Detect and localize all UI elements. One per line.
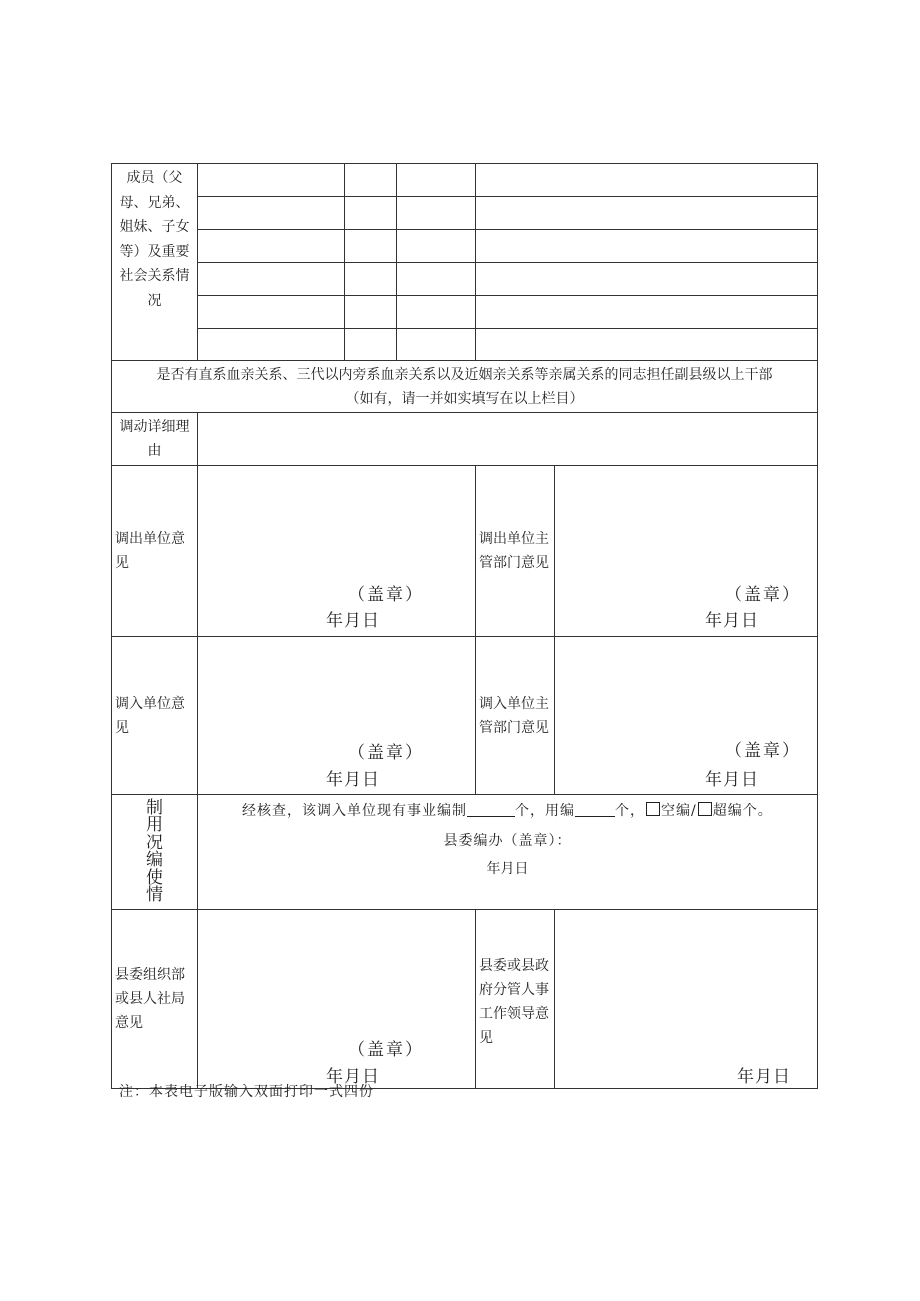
family-cell[interactable] — [198, 296, 345, 329]
reason-label: 调动详细理由 — [112, 413, 198, 466]
family-cell[interactable] — [345, 197, 397, 230]
org-label: 县委组织部或县人社局意见 — [112, 910, 198, 1089]
bianzhi-char: 情 — [146, 885, 163, 905]
relatives-statement — [112, 361, 818, 413]
out-dept-opinion[interactable] — [555, 466, 818, 637]
out-dept-date: 年月日 — [705, 611, 759, 631]
family-cell[interactable] — [345, 263, 397, 296]
in-dept-date: 年月日 — [705, 770, 759, 790]
org-opinion[interactable] — [198, 910, 476, 1089]
family-cell[interactable] — [345, 329, 397, 361]
bianzhi-text: 个， — [615, 803, 645, 819]
bianzhi-text: 个，用编 — [515, 803, 575, 819]
out-dept-label: 调出单位主管部门意见 — [476, 466, 555, 637]
family-cell[interactable] — [476, 263, 818, 296]
bianzhi-text: 个。 — [742, 803, 773, 819]
family-cell[interactable] — [397, 197, 476, 230]
bianzhi-statement — [206, 797, 809, 825]
family-cell[interactable] — [476, 197, 818, 230]
family-cell[interactable] — [476, 230, 818, 263]
family-cell[interactable] — [345, 230, 397, 263]
org-date: 年月日 — [326, 1067, 380, 1087]
current-count-blank[interactable] — [467, 802, 515, 817]
family-cell[interactable] — [476, 329, 818, 361]
family-cell[interactable] — [397, 164, 476, 197]
bianzhi-char: 使 — [146, 867, 163, 888]
leader-label: 县委或县政府分管人事工作领导意见 — [476, 910, 555, 1089]
chao-checkbox[interactable] — [698, 802, 712, 816]
org-stamp: （盖章） — [348, 1040, 424, 1060]
family-label: 成员（父母、兄弟、姐妹、子女等）及重要社会关系情况 — [112, 164, 198, 361]
form-sheet — [111, 163, 817, 1089]
in-dept-label: 调入单位主管部门意见 — [476, 637, 555, 795]
transfer-form-table — [111, 163, 818, 1089]
bianzhi-content — [198, 795, 818, 910]
out-unit-date: 年月日 — [326, 611, 380, 631]
family-cell[interactable] — [198, 263, 345, 296]
footnote: 注：本表电子版输入双面打印一式四份 — [119, 1084, 374, 1100]
kong-label: 空编/ — [661, 803, 697, 819]
out-unit-label: 调出单位意见 — [112, 466, 198, 637]
out-unit-stamp: （盖章） — [348, 585, 424, 605]
family-cell[interactable] — [345, 296, 397, 329]
leader-opinion[interactable] — [555, 910, 818, 1089]
in-dept-opinion[interactable] — [555, 637, 818, 795]
bianzhi-char: 况 — [146, 832, 163, 853]
bianzhi-char: 编 — [146, 850, 163, 870]
in-dept-stamp: （盖章） — [725, 741, 801, 761]
bianzhi-char: 用 — [146, 815, 163, 835]
in-unit-opinion[interactable] — [198, 637, 476, 795]
bianzhi-text: 经核查，该调入单位现有事业编制 — [242, 803, 467, 819]
in-unit-label: 调入单位意见 — [112, 637, 198, 795]
bianzhi-label — [112, 795, 198, 910]
out-dept-stamp: （盖章） — [725, 585, 801, 605]
in-unit-date: 年月日 — [326, 770, 380, 790]
family-cell[interactable] — [198, 230, 345, 263]
relatives-line1: 是否有直系血亲关系、三代以内旁系血亲关系以及近姻亲关系等亲属关系的同志担任副县级以上干部 — [156, 367, 773, 383]
family-cell[interactable] — [476, 164, 818, 197]
family-cell[interactable] — [345, 164, 397, 197]
bianzhi-date: 年月日 — [486, 861, 529, 877]
family-cell[interactable] — [198, 164, 345, 197]
out-unit-opinion[interactable] — [198, 466, 476, 637]
family-cell[interactable] — [397, 329, 476, 361]
family-cell[interactable] — [397, 296, 476, 329]
family-cell[interactable] — [397, 230, 476, 263]
chao-label: 超编 — [712, 803, 743, 819]
bianzhi-office: 县委编办（盖章）： — [443, 833, 572, 849]
family-cell[interactable] — [198, 329, 345, 361]
used-count-blank[interactable] — [575, 802, 615, 817]
family-cell[interactable] — [397, 263, 476, 296]
in-unit-stamp: （盖章） — [348, 743, 424, 763]
reason-field[interactable] — [198, 413, 818, 466]
family-cell[interactable] — [476, 296, 818, 329]
bianzhi-char: 制 — [146, 797, 163, 818]
family-cell[interactable] — [198, 197, 345, 230]
leader-date: 年月日 — [737, 1067, 791, 1087]
kong-checkbox[interactable] — [646, 802, 660, 816]
relatives-line2: （如有，请一并如实填写在以上栏目） — [345, 391, 584, 407]
